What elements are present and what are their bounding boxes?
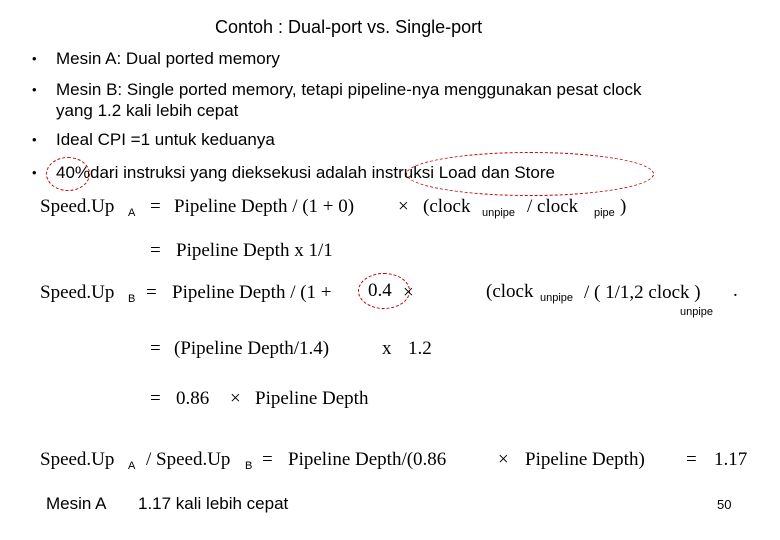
ratio-result: 1.17 [714, 449, 748, 470]
speedup-b-expression: Pipeline Depth / (1 + [172, 282, 332, 303]
clock-pipe-divisor: / clock [527, 196, 579, 217]
equals-sign: = [150, 240, 161, 261]
bullet-mesin-b-line1: Mesin B: Single ported memory, tetapi pipeline-nya menggunakan pesat clock [56, 80, 642, 99]
speedup-a-result: Pipeline Depth x 1/1 [176, 240, 333, 261]
times-sign: × [403, 282, 414, 303]
bullet-load-store: 40%dari instruksi yang dieksekusi adalah instruksi Load dan Store [56, 163, 555, 182]
conclusion-label: Mesin A [46, 494, 107, 513]
bullet-marker: • [32, 51, 37, 66]
equals-sign: = [146, 282, 157, 303]
equals-sign: = [150, 338, 161, 359]
clock-open: (clock [423, 196, 471, 217]
pipeline-depth-over-1-4: (Pipeline Depth/1.4) [174, 338, 330, 359]
pipeline-depth-text: Pipeline Depth [255, 388, 369, 409]
ratio-subscript-a: A [128, 460, 136, 472]
clock-unpipe-subscript: unpipe [540, 292, 574, 304]
bullet-mesin-b-line2: yang 1.2 kali lebih cepat [56, 101, 239, 120]
bullet-marker: • [32, 132, 37, 147]
equals-sign: = [686, 449, 697, 470]
page-number: 50 [717, 497, 732, 512]
ratio-speedup-a-label: Speed.Up [40, 449, 115, 470]
ratio-speedup-b-label: / Speed.Up [146, 449, 231, 470]
speedup-b-label: Speed.Up [40, 282, 115, 303]
x-sign: x [382, 338, 392, 359]
factor-0-86: 0.86 [176, 388, 210, 409]
equals-sign: = [262, 449, 273, 470]
ratio-expression: Pipeline Depth/(0.86 [288, 449, 447, 470]
clock-open: (clock [486, 281, 534, 302]
slide-title: Contoh : Dual-port vs. Single-port [215, 17, 483, 37]
equals-sign: = [150, 388, 161, 409]
speedup-a-expression: Pipeline Depth / (1 + 0) [174, 196, 355, 217]
times-sign: × [398, 196, 409, 217]
bullet-marker: • [32, 165, 37, 180]
highlight-oval-load-store [406, 152, 654, 196]
equals-sign: = [150, 196, 161, 217]
clock-unpipe-subscript: unpipe [680, 306, 714, 318]
load-store-fraction: 0.4 [368, 280, 392, 301]
speedup-b-subscript: B [128, 293, 136, 305]
trailing-dot: . [733, 280, 738, 301]
conclusion-text: 1.17 kali lebih cepat [138, 494, 289, 513]
clock-pipe-subscript: pipe [594, 207, 615, 219]
clock-close: ) [620, 196, 627, 217]
clock-factor: 1.2 [408, 338, 432, 359]
times-sign: × [498, 449, 509, 470]
clock-ratio-expression: / ( 1/1,2 clock ) [584, 282, 701, 303]
bullet-mesin-a: Mesin A: Dual ported memory [56, 49, 280, 68]
bullet-ideal-cpi: Ideal CPI =1 untuk keduanya [56, 130, 275, 149]
highlight-oval-40-percent [46, 157, 90, 191]
ratio-subscript-b: B [245, 460, 253, 472]
speedup-a-label: Speed.Up [40, 196, 115, 217]
clock-unpipe-subscript: unpipe [482, 207, 516, 219]
times-sign: × [230, 388, 241, 409]
ratio-expression-end: Pipeline Depth) [525, 449, 645, 470]
speedup-a-subscript: A [128, 207, 136, 219]
bullet-marker: • [32, 82, 37, 97]
